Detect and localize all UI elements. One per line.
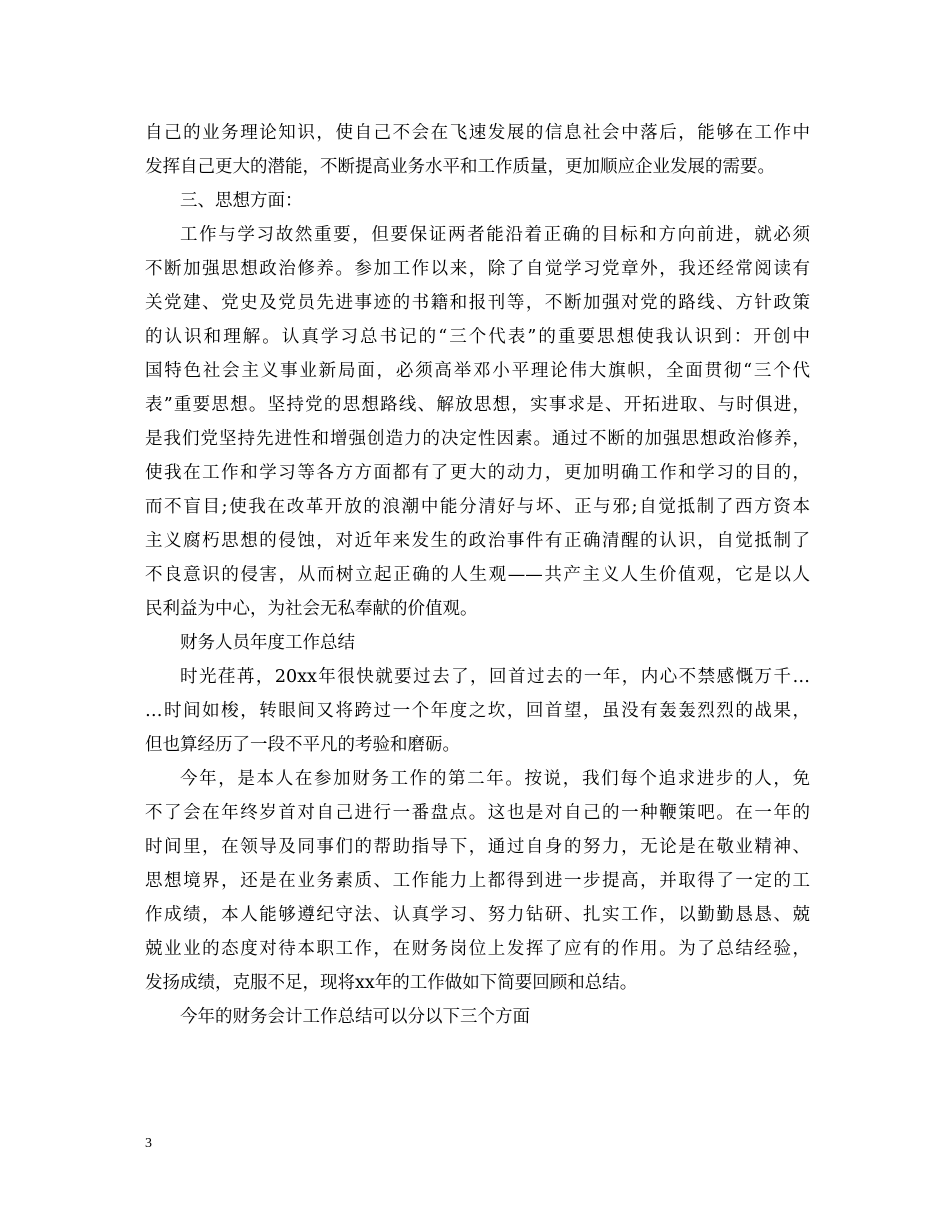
text-line: 今年的财务会计工作总结可以分以下三个方面	[180, 1007, 530, 1027]
text-line: 使我在工作和学习等各方方面都有了更大的动力，更加明确工作和学习的目的，	[145, 463, 810, 483]
text-line: 但也算经历了一段不平凡的考验和磨砺。	[145, 735, 460, 755]
text-line: 不良意识的侵害，从而树立起正确的人生观——共产主义人生价值观，它是以人	[145, 565, 810, 585]
text-line: 民利益为中心，为社会无私奉献的价值观。	[145, 599, 478, 619]
text-line: …时间如梭，转眼间又将跨过一个年度之坎，回首望，虽没有轰轰烈烈的战果，	[145, 701, 810, 721]
text-line: 工作与学习故然重要，但要保证两者能沿着正确的目标和方向前进，就必须	[180, 225, 810, 245]
document-body	[145, 116, 810, 1034]
text-line: 时间里，在领导及同事们的帮助指导下，通过自身的努力，无论是在敬业精神、	[145, 837, 810, 857]
page-number: 3	[145, 1136, 152, 1151]
text-line: 不断加强思想政治修养。参加工作以来，除了自觉学习党章外，我还经常阅读有	[145, 259, 810, 279]
text-line: 表”重要思想。坚持党的思想路线、解放思想，实事求是、开拓进取、与时俱进，	[145, 395, 810, 415]
text-line: 主义腐朽思想的侵蚀，对近年来发生的政治事件有正确清醒的认识，自觉抵制了	[145, 531, 810, 551]
text-line: 财务人员年度工作总结	[180, 633, 355, 653]
text-line: 而不盲目;使我在改革开放的浪潮中能分清好与坏、正与邪;自觉抵制了西方资本	[145, 497, 810, 517]
text-line: 自己的业务理论知识，使自己不会在飞速发展的信息社会中落后，能够在工作中	[145, 123, 810, 143]
text-line: 发扬成绩，克服不足，现将xx年的工作做如下简要回顾和总结。	[145, 973, 638, 993]
text-line: 是我们党坚持先进性和增强创造力的决定性因素。通过不断的加强思想政治修养，	[145, 429, 810, 449]
text-line: 作成绩，本人能够遵纪守法、认真学习、努力钻研、扎实工作，以勤勤恳恳、兢	[145, 905, 810, 925]
text-line: 三、思想方面：	[180, 191, 303, 211]
text-line: 关党建、党史及党员先进事迹的书籍和报刊等，不断加强对党的路线、方针政策	[145, 293, 810, 313]
text-line: 国特色社会主义事业新局面，必须高举邓小平理论伟大旗帜，全面贯彻“三个代	[145, 361, 810, 381]
text-line: 发挥自己更大的潜能，不断提高业务水平和工作质量，更加顺应企业发展的需要。	[145, 157, 775, 177]
text-line: 思想境界，还是在业务素质、工作能力上都得到进一步提高，并取得了一定的工	[145, 871, 810, 891]
text-line: 时光荏苒，20xx年很快就要过去了，回首过去的一年，内心不禁感慨万千…	[180, 667, 810, 687]
text-line: 兢业业的态度对待本职工作，在财务岗位上发挥了应有的作用。为了总结经验，	[145, 939, 810, 959]
text-line: 不了会在年终岁首对自己进行一番盘点。这也是对自己的一种鞭策吧。在一年的	[145, 803, 810, 823]
text-line: 的认识和理解。认真学习总书记的“三个代表”的重要思想使我认识到：开创中	[145, 327, 810, 347]
text-line: 今年，是本人在参加财务工作的第二年。按说，我们每个追求进步的人，免	[180, 769, 810, 789]
